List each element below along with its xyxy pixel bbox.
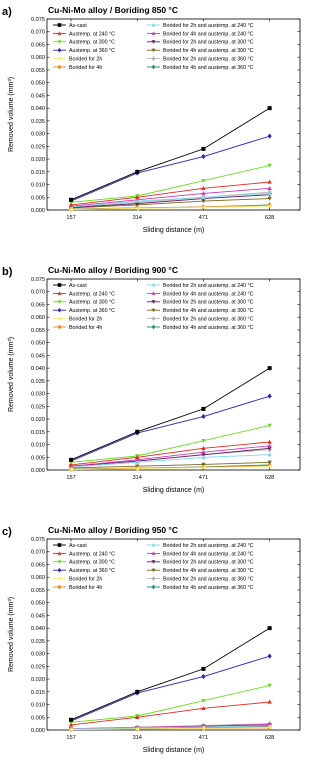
data-point <box>135 430 139 434</box>
legend-label: Borided for 2h and austemp. at 240 °C <box>163 22 254 29</box>
data-point <box>69 718 73 722</box>
y-tick-label: 0.070 <box>31 289 45 296</box>
y-tick-label: 0.045 <box>31 93 45 100</box>
y-tick-label: 0.040 <box>31 366 45 373</box>
panel-label: a) <box>2 6 12 18</box>
legend-label: Borided for 2h and austemp. at 300 °C <box>163 559 254 566</box>
data-point <box>201 407 205 411</box>
y-tick-label: 0.015 <box>31 429 45 436</box>
y-axis-title: Removed volume (mm³) <box>8 596 15 673</box>
legend-label: Austemp. at 300 °C <box>69 39 115 46</box>
y-tick-label: 0.070 <box>31 29 45 36</box>
legend-label: As-cast <box>69 282 87 289</box>
legend-label: As-cast <box>69 22 87 29</box>
data-point <box>201 667 205 671</box>
y-axis-title: Removed volume (mm³) <box>8 336 15 413</box>
data-point <box>268 366 272 370</box>
y-tick-label: 0.025 <box>31 404 45 411</box>
y-tick-label: 0.055 <box>31 67 45 74</box>
x-tick-label: 471 <box>198 475 209 481</box>
y-tick-label: 0.055 <box>31 587 45 594</box>
x-tick-label: 471 <box>198 735 209 741</box>
legend-label: Austemp. at 240 °C <box>69 551 115 558</box>
legend-marker <box>58 48 62 53</box>
legend-marker <box>57 317 61 321</box>
legend-label: Borided for 4h and austemp. at 360 °C <box>163 324 254 331</box>
legend-marker <box>58 543 62 547</box>
legend-marker <box>57 577 61 581</box>
chart-title: Cu-Ni-Mo alloy / Boriding 900 °C <box>48 265 178 275</box>
legend-label: Austemp. at 300 °C <box>69 299 115 306</box>
legend-label: Borided for 4h <box>69 64 103 71</box>
legend-label: Borided for 2h and austemp. at 360 °C <box>163 576 254 583</box>
legend-label: Borided for 2h and austemp. at 360 °C <box>163 316 254 323</box>
chart-panel <box>2 525 300 754</box>
legend-label: Austemp. at 240 °C <box>69 291 115 298</box>
legend-label: Borided for 4h and austemp. at 240 °C <box>163 31 254 38</box>
y-tick-label: 0.065 <box>31 42 45 49</box>
data-point <box>268 654 272 659</box>
legend-label: Borided for 4h and austemp. at 240 °C <box>163 551 254 558</box>
legend-marker <box>58 308 62 313</box>
legend-label: Borided for 2h <box>69 576 103 583</box>
x-tick-label: 628 <box>264 215 275 221</box>
legend-marker <box>58 23 62 27</box>
x-axis-title: Sliding distance (m) <box>142 747 205 754</box>
legend-marker <box>152 576 156 581</box>
x-tick-label: 471 <box>198 215 209 221</box>
y-tick-label: 0.065 <box>31 302 45 309</box>
chart-panel <box>2 5 300 234</box>
legend-marker <box>152 325 156 330</box>
series-line <box>71 136 270 201</box>
legend-marker <box>58 585 62 589</box>
data-point <box>201 414 205 419</box>
legend-label: Borided for 2h and austemp. at 240 °C <box>163 282 254 289</box>
legend-marker <box>57 57 61 61</box>
chart-panel <box>2 265 300 494</box>
legend-label: Borided for 2h and austemp. at 240 °C <box>163 542 254 549</box>
x-tick-label: 157 <box>66 475 76 481</box>
legend-label: Borided for 4h and austemp. at 360 °C <box>163 584 254 591</box>
series-line <box>71 108 270 200</box>
y-tick-label: 0.060 <box>31 315 45 322</box>
legend-label: Borided for 4h and austemp. at 300 °C <box>163 308 254 315</box>
legend-label: Borided for 4h and austemp. at 300 °C <box>163 568 254 575</box>
data-point <box>268 394 272 399</box>
y-tick-label: 0.030 <box>31 131 45 138</box>
y-tick-label: 0.010 <box>31 442 45 449</box>
series-line <box>71 628 270 720</box>
series-line <box>71 368 270 460</box>
y-tick-label: 0.030 <box>31 391 45 398</box>
y-tick-label: 0.065 <box>31 562 45 569</box>
legend-marker <box>152 56 156 61</box>
y-tick-label: 0.070 <box>31 549 45 556</box>
data-point <box>69 458 73 462</box>
y-tick-label: 0.050 <box>31 600 45 607</box>
legend-marker <box>152 65 156 70</box>
legend-label: Borided for 4h and austemp. at 240 °C <box>163 291 254 298</box>
y-tick-label: 0.050 <box>31 340 45 347</box>
y-tick-label: 0.075 <box>31 537 45 543</box>
y-tick-label: 0.040 <box>31 626 45 633</box>
legend-label: Borided for 4h <box>69 584 103 591</box>
x-axis-title: Sliding distance (m) <box>142 227 205 234</box>
x-tick-label: 628 <box>264 475 275 481</box>
y-tick-label: 0.045 <box>31 353 45 360</box>
y-tick-label: 0.010 <box>31 182 45 189</box>
data-point <box>268 106 272 110</box>
x-tick-label: 314 <box>132 215 142 221</box>
y-tick-label: 0.000 <box>31 468 45 474</box>
y-tick-label: 0.000 <box>31 208 45 214</box>
legend-label: Borided for 2h and austemp. at 300 °C <box>163 299 254 306</box>
x-tick-label: 314 <box>132 735 142 741</box>
y-tick-label: 0.040 <box>31 106 45 113</box>
y-tick-label: 0.015 <box>31 689 45 696</box>
legend-marker <box>58 325 62 329</box>
chart-title: Cu-Ni-Mo alloy / Boriding 850 °C <box>48 5 178 15</box>
y-tick-label: 0.025 <box>31 144 45 151</box>
y-tick-label: 0.005 <box>31 195 45 202</box>
data-point <box>135 690 139 694</box>
series-line <box>71 425 270 462</box>
y-tick-label: 0.055 <box>31 327 45 334</box>
x-tick-label: 314 <box>132 475 142 481</box>
legend-label: Austemp. at 300 °C <box>69 559 115 566</box>
y-axis-title: Removed volume (mm³) <box>8 76 15 153</box>
y-tick-label: 0.035 <box>31 378 45 385</box>
panel-label: b) <box>2 266 13 278</box>
legend-label: Austemp. at 360 °C <box>69 308 115 315</box>
data-point <box>201 674 205 679</box>
y-tick-label: 0.005 <box>31 455 45 462</box>
panel-label: c) <box>2 526 12 538</box>
legend-label: Borided for 2h <box>69 56 103 63</box>
legend-label: As-cast <box>69 542 87 549</box>
legend-label: Borided for 4h and austemp. at 360 °C <box>163 64 254 71</box>
y-tick-label: 0.045 <box>31 613 45 620</box>
data-point <box>201 154 205 159</box>
legend-marker <box>152 316 156 321</box>
data-point <box>268 626 272 630</box>
x-axis-title: Sliding distance (m) <box>142 487 205 494</box>
y-tick-label: 0.005 <box>31 715 45 722</box>
y-tick-label: 0.015 <box>31 169 45 176</box>
legend-label: Borided for 2h and austemp. at 300 °C <box>163 39 254 46</box>
y-tick-label: 0.035 <box>31 118 45 125</box>
series-line <box>71 656 270 721</box>
legend-marker <box>58 65 62 69</box>
legend-marker <box>152 585 156 590</box>
x-tick-label: 157 <box>66 735 76 741</box>
y-tick-label: 0.030 <box>31 651 45 658</box>
legend-label: Borided for 4h and austemp. at 300 °C <box>163 48 254 55</box>
y-tick-label: 0.035 <box>31 638 45 645</box>
legend-label: Austemp. at 360 °C <box>69 568 115 575</box>
data-point <box>135 170 139 174</box>
data-point <box>69 198 73 202</box>
y-tick-label: 0.060 <box>31 55 45 62</box>
legend-marker <box>58 568 62 573</box>
legend-label: Borided for 4h <box>69 324 103 331</box>
y-tick-label: 0.000 <box>31 728 45 734</box>
series-line <box>71 188 270 206</box>
y-tick-label: 0.075 <box>31 277 45 283</box>
y-tick-label: 0.075 <box>31 17 45 23</box>
legend-marker <box>58 283 62 287</box>
y-tick-label: 0.020 <box>31 157 45 164</box>
y-tick-label: 0.060 <box>31 575 45 582</box>
y-tick-label: 0.025 <box>31 664 45 671</box>
x-tick-label: 628 <box>264 735 275 741</box>
legend-label: Borided for 2h <box>69 316 103 323</box>
chart-title: Cu-Ni-Mo alloy / Boriding 950 °C <box>48 525 178 535</box>
legend-label: Borided for 2h and austemp. at 360 °C <box>163 56 254 63</box>
legend-label: Austemp. at 360 °C <box>69 48 115 55</box>
series-line <box>71 702 270 725</box>
legend-label: Austemp. at 240 °C <box>69 31 115 38</box>
y-tick-label: 0.010 <box>31 702 45 709</box>
data-point <box>201 147 205 151</box>
x-tick-label: 157 <box>66 215 76 221</box>
y-tick-label: 0.020 <box>31 417 45 424</box>
data-point <box>268 134 272 139</box>
series-line <box>71 685 270 722</box>
y-tick-label: 0.050 <box>31 80 45 87</box>
y-tick-label: 0.020 <box>31 677 45 684</box>
series-line <box>71 442 270 465</box>
